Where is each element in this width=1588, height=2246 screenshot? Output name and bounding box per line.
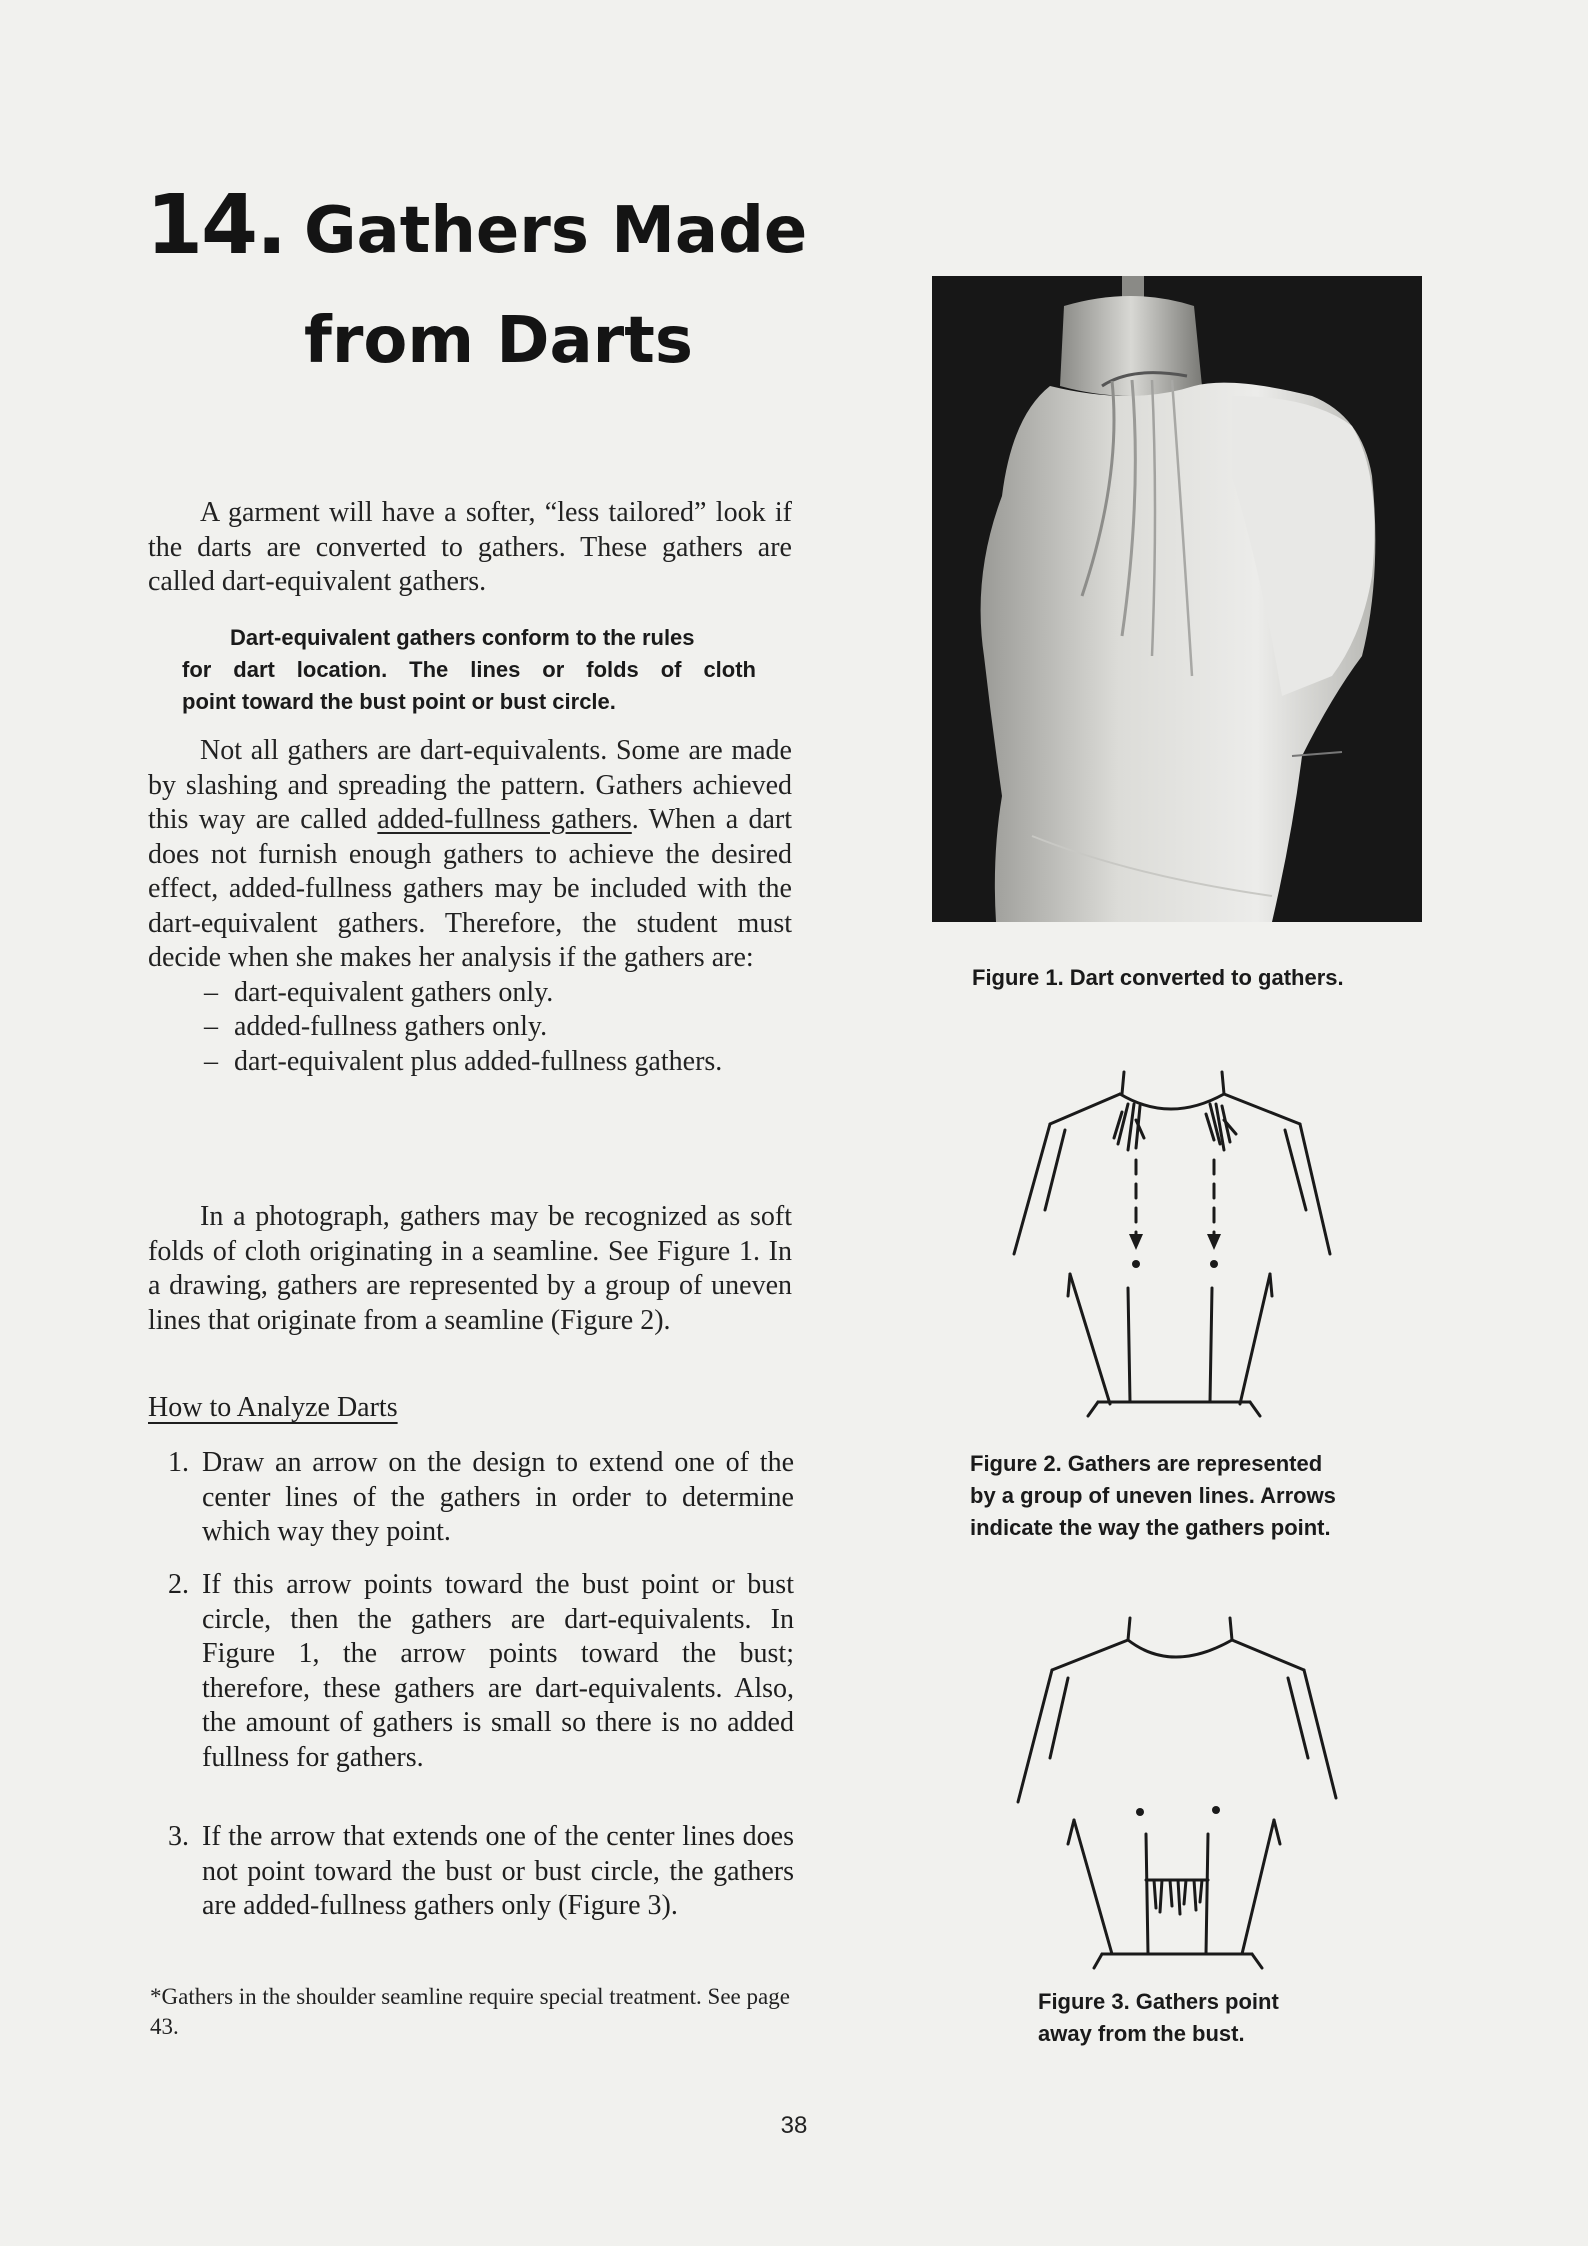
figure-1-photo — [932, 276, 1422, 922]
figure-3-caption-line: Figure 3. Gathers point — [1038, 1989, 1279, 2014]
figure-2-caption — [970, 1448, 1430, 1544]
figure-3-drawing — [1012, 1612, 1342, 1978]
intro-paragraph-2 — [148, 734, 792, 1079]
figure-3-caption-line: away from the bust. — [1038, 2021, 1245, 2046]
footnote: *Gathers in the shoulder seamline require special treatment. See page 43. — [150, 1984, 790, 2039]
list-item: – dart-equivalent gathers only. — [204, 976, 792, 1011]
figure-3-caption — [1038, 1986, 1338, 2050]
p2-part-a: Not all gathers are dart-equivalents. Some are made by slashing and spreading the pattern. Gathers achieved this way are called — [148, 735, 792, 835]
step-number: 3. — [168, 1821, 189, 1852]
step-text: Draw an arrow on the design to extend one of the center lines of the gathers in order to determine which way they point. — [202, 1447, 794, 1547]
page-number: 38 — [780, 2112, 808, 2139]
added-fullness-term: added-fullness gathers — [377, 804, 632, 835]
intro-paragraph-3-text: In a photograph, gathers may be recognized as soft folds of cloth originating in a seamline. See Figure 1. In a drawing, gathers are represented by a group of uneven lines that originate from a seamline (Figure 2). — [148, 1201, 792, 1336]
intro-paragraph-3 — [148, 1200, 792, 1338]
intro-paragraph-1-text: A garment will have a softer, “less tailored” look if the darts are converted to gathers. These gathers are called dart-equivalent gathers. — [148, 497, 792, 597]
dress-form-photo — [932, 276, 1422, 922]
intro-paragraph-1 — [148, 496, 792, 600]
figure-2-caption-line: indicate the way the gathers point. — [970, 1515, 1331, 1540]
step-item — [148, 1568, 794, 1775]
rule-line-3: point toward the bust point or bust circle. — [182, 689, 616, 714]
figure-2-drawing — [1010, 1064, 1340, 1430]
section-heading: How to Analyze Darts — [148, 1392, 398, 1423]
chapter-title-line-2: from Darts — [304, 304, 693, 378]
rule-statement — [182, 622, 756, 718]
step-text: If the arrow that extends one of the center lines does not point toward the bust or bust circle, the gathers are added-fullness gathers only (Figure 3). — [202, 1821, 794, 1921]
figure-1-caption: Figure 1. Dart converted to gathers. — [972, 965, 1344, 990]
step-text: If this arrow points toward the bust point or bust circle, then the gathers are dart-equivalents. In Figure 1, the arrow points toward the bust; therefore, these gathers are dart-equivalents. Also, the amount of gathers is small so there is no added fullness for gathers. — [202, 1569, 794, 1773]
figure-2-caption-line: Figure 2. Gathers are represented — [970, 1451, 1323, 1476]
list-item: – added-fullness gathers only. — [204, 1010, 792, 1045]
chapter-title-line-1: Gathers Made — [304, 194, 808, 268]
step-number: 1. — [168, 1447, 189, 1478]
p2-part-b: . When a dart does not furnish enough gathers to achieve the desired effect, added-fullness gathers may be included with the dart-equivalent gathers. Therefore, the student must decide when she makes her analysis if the gathers are: — [148, 804, 793, 973]
chapter-title — [304, 176, 864, 396]
step-item — [148, 1820, 794, 1924]
intro-paragraph-2-text — [148, 734, 792, 976]
gather-types-list — [148, 976, 792, 1080]
step-item — [148, 1446, 794, 1550]
chapter-number: 14. — [146, 178, 286, 273]
list-item: – dart-equivalent plus added-fullness gathers. — [204, 1045, 792, 1080]
rule-line-2: for dart location. The lines or folds of cloth — [182, 657, 756, 682]
rule-line-1: Dart-equivalent gathers conform to the rules — [230, 625, 695, 650]
figure-2-caption-line: by a group of uneven lines. Arrows — [970, 1483, 1336, 1508]
step-number: 2. — [168, 1569, 189, 1600]
